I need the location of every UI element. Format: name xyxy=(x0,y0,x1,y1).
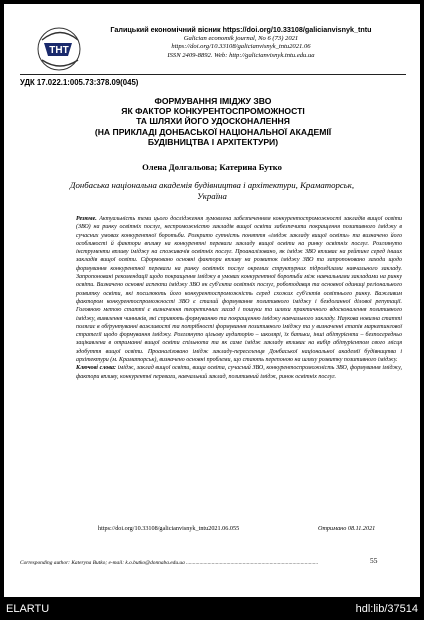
author-affiliation: Донбаська національна академія будівництва і архітектури, Краматорськ, Україна xyxy=(69,180,355,201)
journal-header xyxy=(36,24,398,78)
title-line: ФОРМУВАННЯ ІМІДЖУ ЗВО xyxy=(154,96,272,106)
title-line: ЯК ФАКТОР КОНКУРЕНТОСПРОМОЖНОСТІ xyxy=(121,106,305,117)
document-page xyxy=(4,4,420,597)
udk-code: УДК 17.022.1:005.73:378.09(045) xyxy=(20,78,139,87)
journal-doi: https://doi.org/10.33108/galicianvisnyk_tntu2021.06 xyxy=(171,43,311,51)
journal-issn: ISSN 2409-8892. Web: http://galicianvisnyk.tntu.edu.ua xyxy=(167,51,315,59)
repository-name: ELARTU xyxy=(6,603,50,615)
article-title xyxy=(44,96,382,147)
journal-subtitle: Galician economik journal, No 6 (73) 2021 xyxy=(183,34,299,42)
journal-title: Галицький економічний вісник https://doi.org/10.33108/galicianvisnyk_tntu xyxy=(110,25,372,34)
keywords-text: імідж, заклад вищої освіти, вища освіта, сучасний ЗВО, конкурентоспроможність ЗВО, формування іміджу, фактори впливу, конкурентні переваги, навчальний заклад, позитивний імідж, ринок освітніх послуг. xyxy=(76,365,403,380)
article-authors: Олена Долгальова; Катерина Бутко xyxy=(142,162,282,172)
title-line: ТА ШЛЯХИ ЙОГО УДОСКОНАЛЕННЯ xyxy=(136,116,290,127)
received-date: Отримано 08.11.2021 xyxy=(318,525,376,532)
title-line: БУДІВНИЦТВА І АРХІТЕКТУРИ) xyxy=(147,136,279,147)
keywords-label: Ключові слова: xyxy=(76,365,117,372)
header-divider xyxy=(20,74,406,75)
abstract-text: Актуальність теми цього дослідження зумовлена забезпеченням конкурентоспроможності закладів вищої освіти (ЗВО) на ринку освітніх послуг, неспроможністю закладів вищої освіти забезпечити покращення позитивного іміджу в сучасних умовах конкурентної боротьби. Розкрито сутність поняття «імідж закладу вищої освіти» та визначено його особливості й фактори впливу на конкурентні переваги закладу вищої освіти на ринку освітніх послуг. Розглянуто інструменти впливу іміджу на споживачів освітніх послуг. Проаналізовано, як імідж ЗВО впливає на рейтинг серед інших закладів вищої освіти. Сформовано основні фактори впливу на розвиток іміджу ЗВО та запропоновано заходи щодо формування конкурентної переваги на ринку освітніх послуг окремих структурних підрозділами навчального закладу. Запропоновані рекомендації щодо покращення іміджу в умовах конкурентної боротьби між навчальними закладами на ринку освіти. Визначено основні аспекти іміджу ЗВО як суб'єкта освітніх послуг, роботодавця та основної одиниці регіонального розвитку освіти, які посилюють його конкурентоспроможність серед схожих суб'єктів освітнього ринку. Важливим фактором конкурентоспроможності ЗВО є сталий формування позитивного іміджу і бездоганної ділової репутації. Головною метою статті є визначення теоретичних засад і пошуки та шляхи практичного вдосконалення позитивного іміджу, виявлення чинників, які сприяють формуванню та покращенню іміджу навчального закладу. Наукова новизна статті полягає в обґрунтуванні важливості та потрібності формування позитивного іміджу та у визначенні етапів маркетингової стратегії щодо формування іміджу. Розглянуто цільову аудиторію – школярі, їх батьки, інші абітурієнти – безпосередньо зацікавлена в отриманні вищої освіти спільнота та як саме імідж закладу впливає на вибір абітурієнтом свого місця здобуття вищої освіти. Проаналізовано імідж закладу-переселенця Донбаської національної академії будівництва і архітектури (м. Краматорськ), визначено основні проблеми, що стають перепоною на шляху розвитку позитивного іміджу. xyxy=(76,216,403,364)
title-line: (НА ПРИКЛАДІ ДОНБАСЬКОЇ НАЦІОНАЛЬНОЇ АКАДЕМІЇ xyxy=(94,126,332,137)
journal-logo xyxy=(36,26,82,72)
handle-id: hdl:lib/37514 xyxy=(355,603,418,615)
page-number: 55 xyxy=(370,556,378,565)
viewer-footer xyxy=(0,598,424,620)
svg-text:ТНТ: ТНТ xyxy=(49,45,69,56)
article-doi: https://doi.org/10.33108/galicianvisnyk_tntu2021.06.055 xyxy=(98,525,240,532)
abstract-label: Резюме. xyxy=(76,216,97,222)
abstract xyxy=(76,215,402,381)
corresponding-author: Corresponding author: Kateryna Butko; e-mail: k.o.butko@donnaba.edu.ua .................................................................................................. xyxy=(20,560,319,566)
